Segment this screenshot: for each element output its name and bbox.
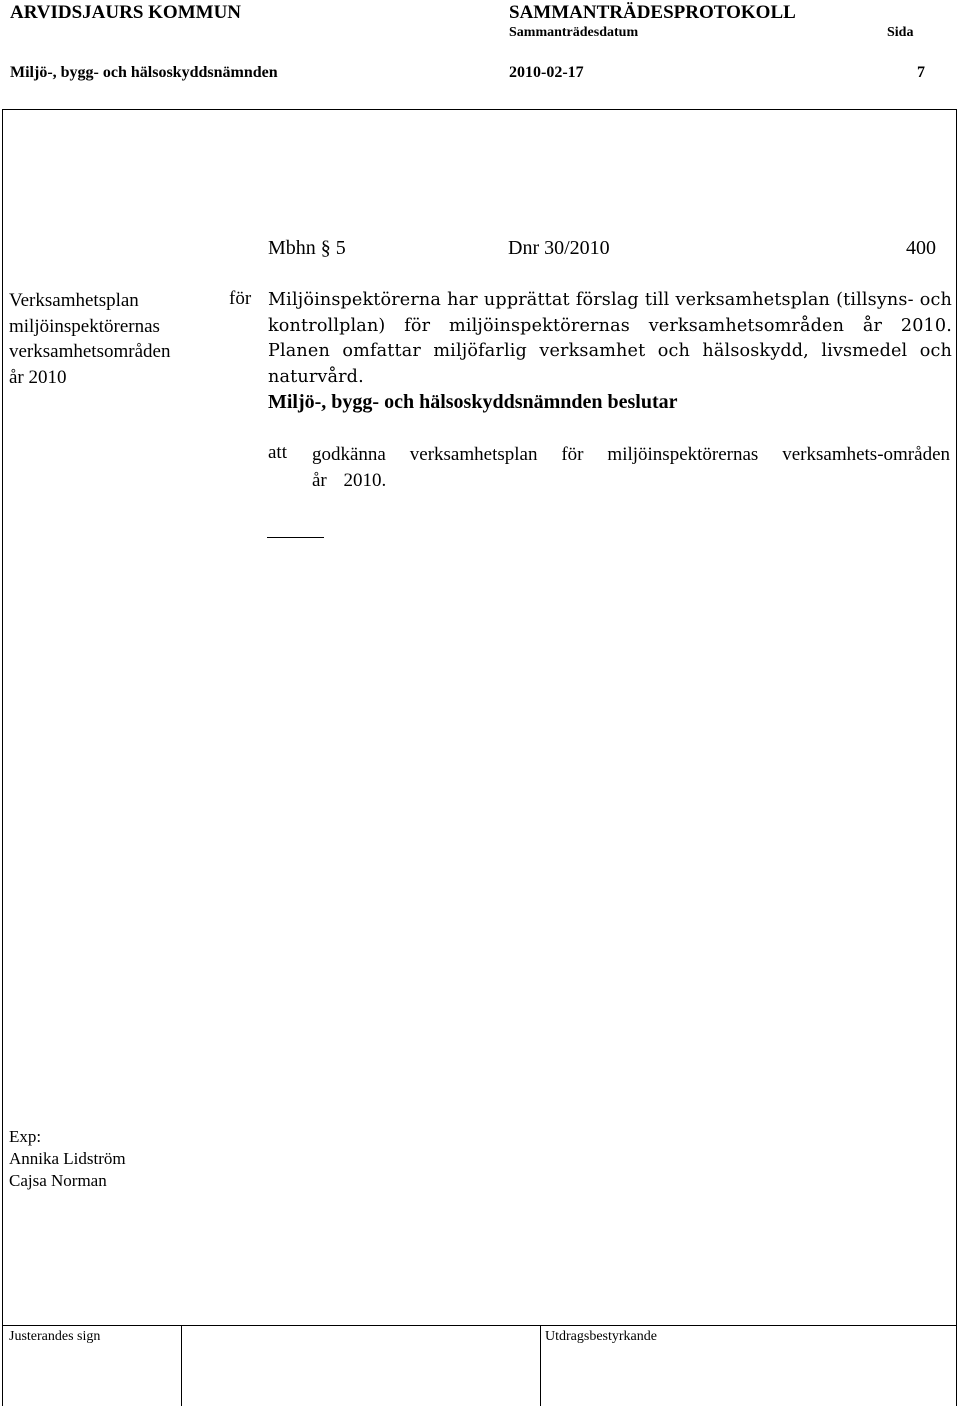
side-title-line: miljöinspektörernas	[9, 315, 160, 337]
section-end-mark	[267, 537, 324, 538]
expedition-recipient: Cajsa Norman	[9, 1171, 107, 1190]
footer-column-divider-left	[181, 1325, 182, 1406]
organization-name: ARVIDSJAURS KOMMUN	[10, 2, 242, 23]
meeting-date-label: Sammanträdesdatum	[509, 25, 639, 40]
expedition-label: Exp:	[9, 1127, 42, 1146]
item-side-title	[9, 288, 224, 390]
footer-divider	[2, 1325, 957, 1326]
utdragsbestyrkande-label: Utdragsbestyrkande	[545, 1329, 657, 1344]
meeting-date: 2010-02-17	[509, 64, 584, 81]
footer-column-divider-right	[540, 1325, 541, 1406]
side-title-line: Verksamhetsplan	[9, 290, 139, 311]
paragraph-number: Mbhn § 5	[268, 237, 346, 259]
justerandes-sign-label: Justerandes sign	[9, 1329, 101, 1344]
side-title-line: verksamhetsområden	[9, 341, 171, 362]
frame-left-border	[2, 109, 3, 1406]
side-title-line: år 2010	[9, 366, 67, 388]
side-title-for: för	[229, 288, 252, 309]
frame-right-border	[956, 109, 957, 1406]
page-number: 7	[917, 64, 925, 81]
committee-name: Miljö-, bygg- och hälsoskyddsnämnden	[10, 64, 278, 81]
diary-number: Dnr 30/2010	[508, 237, 610, 259]
expedition-list	[9, 1126, 126, 1192]
archive-code: 400	[906, 237, 936, 259]
document-type: SAMMANTRÄDESPROTOKOLL	[509, 2, 796, 23]
expedition-recipient: Annika Lidström	[9, 1149, 126, 1168]
decision-heading: Miljö-, bygg- och hälsoskyddsnämnden beslutar	[268, 391, 678, 413]
frame-top-border	[2, 109, 957, 110]
page-label: Sida	[887, 25, 914, 40]
item-body-text: Miljöinspektörerna har upprättat förslag till verksamhetsplan (tillsyns- och kontrollplan) för miljöinspektörernas verksamhetsområden år 2010. Planen omfattar miljöfarlig verksamhet och hälsoskydd, livsmedel och naturvård.	[268, 290, 952, 387]
decision-prefix: att	[268, 442, 287, 463]
decision-text: godkänna verksamhetsplan för miljöinspektörernas verksamhets-områden år 2010.	[312, 444, 950, 491]
